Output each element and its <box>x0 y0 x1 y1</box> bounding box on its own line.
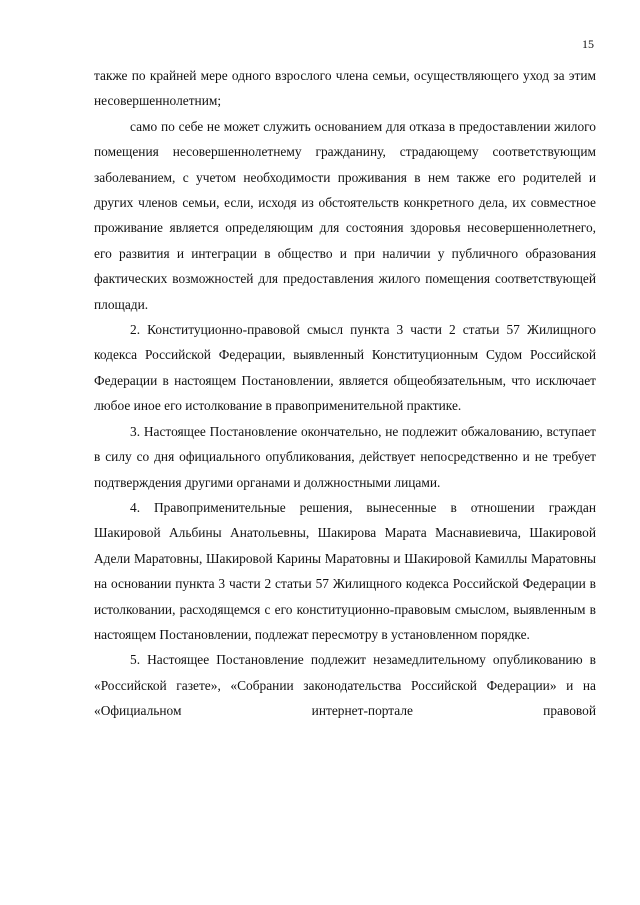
paragraph-continuation: также по крайней мере одного взрослого члена семьи, осуществляющего уход за этим несовершеннолетним; <box>94 68 596 109</box>
paragraph-item-4: 4. Правоприменительные решения, вынесенные в отношении граждан Шакировой Альбины Анатольевны, Шакирова Марата Маснавиевича, Шакировой Адели Маратовны, Шакировой Карины Маратовны и Шакировой Камиллы Маратовны на основании пункта 3 части 2 статьи 57 Жилищного кодекса Российской Федерации в истолковании, расходящемся с его конституционно-правовым смыслом, выявленным в настоящем Постановлении, подлежат пересмотру в установленном порядке. <box>94 499 596 642</box>
paragraph-condition: само по себе не может служить основанием для отказа в предоставлении жилого помещения несовершеннолетнему гражданину, страдающему соответствующим заболеванием, с учетом необходимости проживания в нем также его родителей и других членов семьи, если, исходя из обстоятельств конкретного дела, их совместное проживание является определяющим для состояния здоровья несовершеннолетнего, его развития и интеграции в общество и при наличии у публичного образования фактических возможностей для предоставления жилого помещения соответствующей площади. <box>94 118 596 312</box>
paragraph-item-2: 2. Конституционно-правовой смысл пункта 3 части 2 статьи 57 Жилищного кодекса Российской Федерации, выявленный Конституционным Судом Российской Федерации в настоящем Постановлении, является общеобязательным, что исключает любое иное его истолкование в правоприменительной практике. <box>94 322 596 414</box>
paragraph-item-5: 5. Настоящее Постановление подлежит незамедлительному опубликованию в «Российской газете», «Собрании законодательства Российской Федерации» и на «Официальном интернет-портале правовой <box>94 652 596 719</box>
document-body <box>94 63 596 724</box>
page-number: 15 <box>582 37 594 51</box>
paragraph-item-3: 3. Настоящее Постановление окончательно, не подлежит обжалованию, вступает в силу со дня официального опубликования, действует непосредственно и не требует подтверждения другими органами и должностными лицами. <box>94 423 596 490</box>
